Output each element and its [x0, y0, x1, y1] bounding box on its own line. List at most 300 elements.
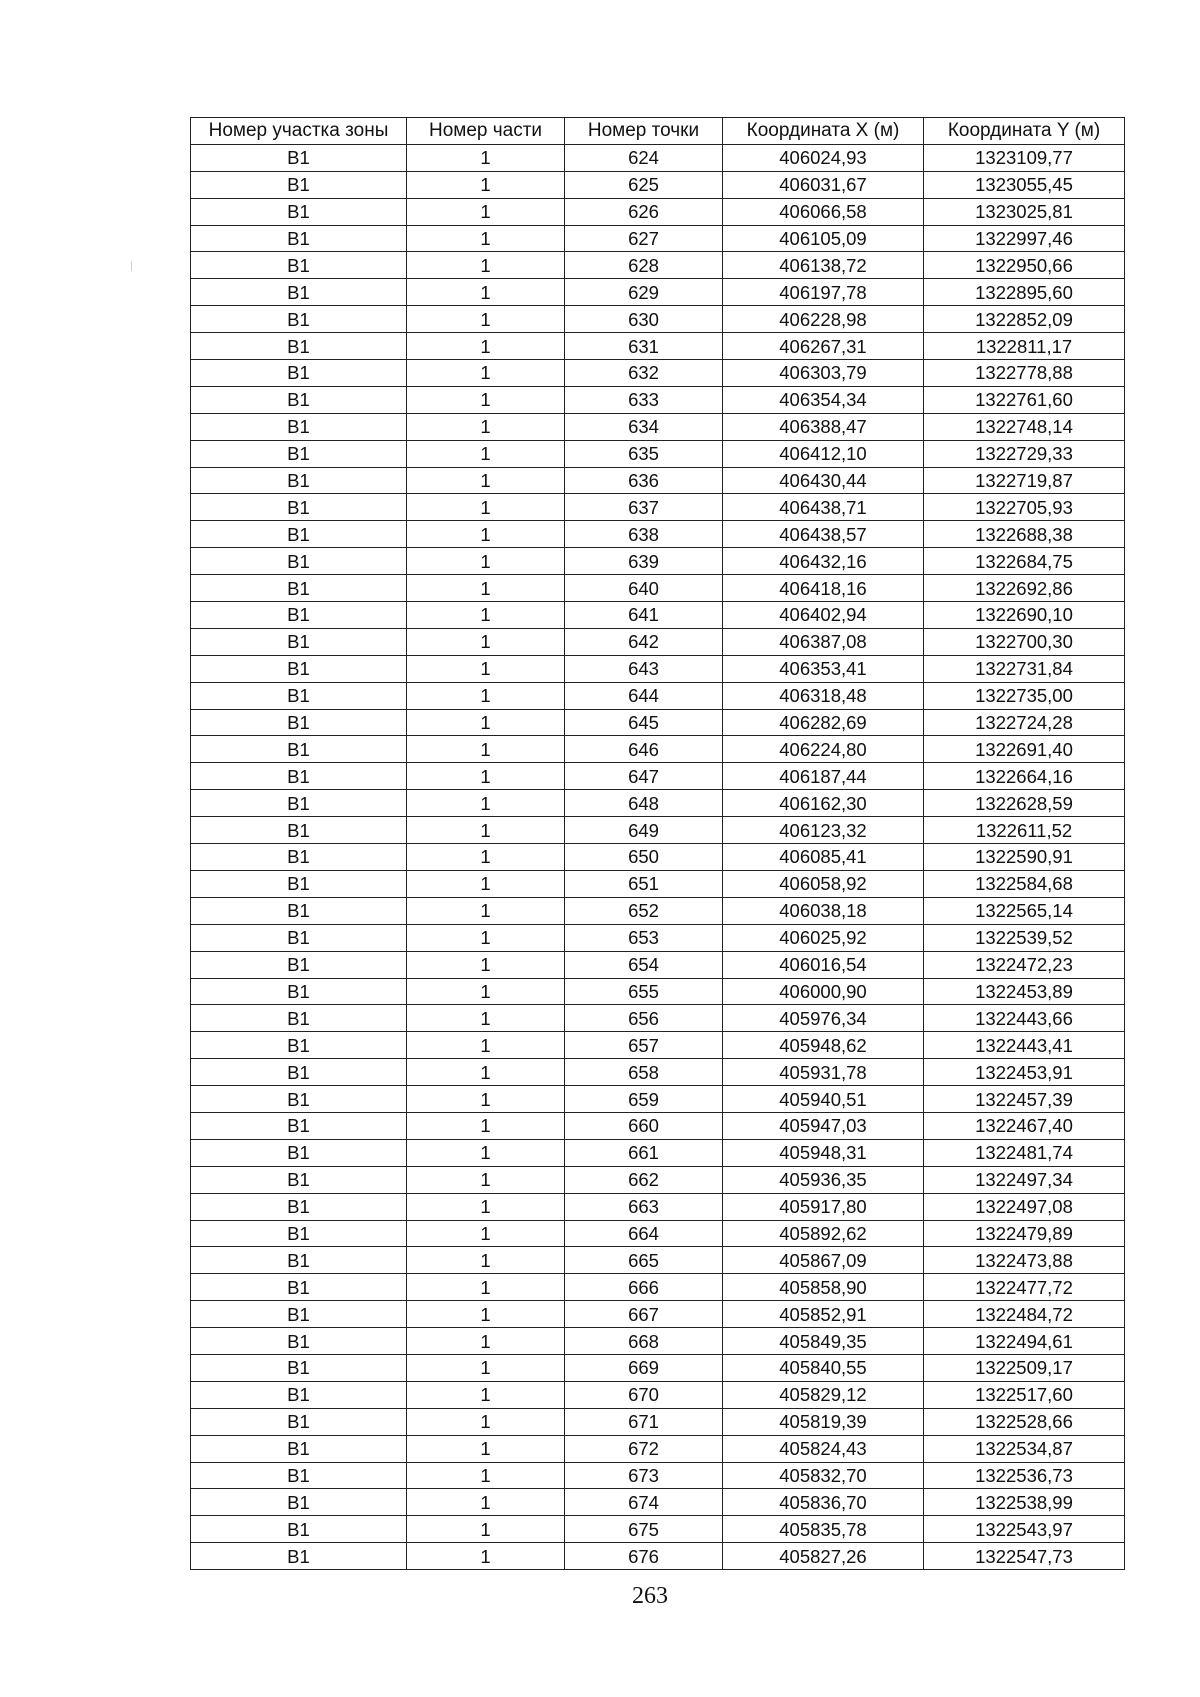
table-row [191, 1408, 1125, 1435]
cell-zone-plot-number: В1 [191, 602, 407, 629]
cell-coordinate-y: 1322528,66 [924, 1408, 1125, 1435]
table-row [191, 1516, 1125, 1543]
cell-part-number: 1 [407, 1516, 565, 1543]
table-row [191, 1220, 1125, 1247]
cell-point-number: 665 [565, 1247, 723, 1274]
table-row [191, 1032, 1125, 1059]
cell-part-number: 1 [407, 709, 565, 736]
table-row [191, 951, 1125, 978]
cell-coordinate-x: 405835,78 [723, 1516, 924, 1543]
cell-part-number: 1 [407, 252, 565, 279]
cell-zone-plot-number: В1 [191, 897, 407, 924]
cell-point-number: 631 [565, 333, 723, 360]
cell-point-number: 646 [565, 736, 723, 763]
cell-coordinate-x: 405892,62 [723, 1220, 924, 1247]
cell-zone-plot-number: В1 [191, 763, 407, 790]
cell-point-number: 668 [565, 1328, 723, 1355]
table-row [191, 1489, 1125, 1516]
table-row [191, 575, 1125, 602]
cell-coordinate-x: 405976,34 [723, 1005, 924, 1032]
cell-coordinate-y: 1322719,87 [924, 467, 1125, 494]
cell-zone-plot-number: В1 [191, 360, 407, 387]
cell-coordinate-y: 1322473,88 [924, 1247, 1125, 1274]
cell-coordinate-y: 1322443,41 [924, 1032, 1125, 1059]
cell-zone-plot-number: В1 [191, 924, 407, 951]
cell-point-number: 662 [565, 1166, 723, 1193]
table-row [191, 1274, 1125, 1301]
cell-zone-plot-number: В1 [191, 870, 407, 897]
cell-coordinate-y: 1323025,81 [924, 198, 1125, 225]
cell-point-number: 649 [565, 817, 723, 844]
cell-coordinate-x: 406353,41 [723, 655, 924, 682]
cell-zone-plot-number: В1 [191, 1354, 407, 1381]
cell-zone-plot-number: В1 [191, 1381, 407, 1408]
table-row [191, 709, 1125, 736]
table-row [191, 1193, 1125, 1220]
cell-zone-plot-number: В1 [191, 1408, 407, 1435]
cell-coordinate-x: 406058,92 [723, 870, 924, 897]
cell-point-number: 632 [565, 360, 723, 387]
cell-coordinate-y: 1322895,60 [924, 279, 1125, 306]
cell-coordinate-y: 1322453,89 [924, 978, 1125, 1005]
cell-part-number: 1 [407, 1086, 565, 1113]
cell-zone-plot-number: В1 [191, 1328, 407, 1355]
cell-zone-plot-number: В1 [191, 1247, 407, 1274]
cell-point-number: 674 [565, 1489, 723, 1516]
cell-coordinate-x: 405832,70 [723, 1462, 924, 1489]
header-coordinate-y: Координата Y (м) [924, 118, 1125, 145]
cell-coordinate-x: 405947,03 [723, 1112, 924, 1139]
cell-coordinate-x: 405836,70 [723, 1489, 924, 1516]
cell-point-number: 676 [565, 1543, 723, 1570]
cell-coordinate-y: 1322547,73 [924, 1543, 1125, 1570]
cell-part-number: 1 [407, 1166, 565, 1193]
cell-zone-plot-number: В1 [191, 1462, 407, 1489]
cell-zone-plot-number: В1 [191, 494, 407, 521]
cell-coordinate-y: 1322611,52 [924, 817, 1125, 844]
cell-zone-plot-number: В1 [191, 1274, 407, 1301]
cell-coordinate-y: 1322628,59 [924, 790, 1125, 817]
cell-coordinate-y: 1322565,14 [924, 897, 1125, 924]
cell-part-number: 1 [407, 602, 565, 629]
table-row [191, 628, 1125, 655]
cell-point-number: 642 [565, 628, 723, 655]
cell-coordinate-y: 1322997,46 [924, 225, 1125, 252]
cell-zone-plot-number: В1 [191, 1086, 407, 1113]
cell-zone-plot-number: В1 [191, 1112, 407, 1139]
cell-part-number: 1 [407, 198, 565, 225]
cell-point-number: 655 [565, 978, 723, 1005]
table-row [191, 521, 1125, 548]
cell-zone-plot-number: В1 [191, 279, 407, 306]
cell-coordinate-y: 1322497,08 [924, 1193, 1125, 1220]
cell-point-number: 628 [565, 252, 723, 279]
cell-coordinate-y: 1322509,17 [924, 1354, 1125, 1381]
cell-point-number: 626 [565, 198, 723, 225]
cell-coordinate-y: 1322684,75 [924, 548, 1125, 575]
table-row [191, 736, 1125, 763]
cell-point-number: 633 [565, 386, 723, 413]
table-row [191, 198, 1125, 225]
cell-coordinate-x: 406224,80 [723, 736, 924, 763]
table-row [191, 413, 1125, 440]
table-row [191, 279, 1125, 306]
cell-point-number: 664 [565, 1220, 723, 1247]
table-row [191, 1139, 1125, 1166]
cell-zone-plot-number: В1 [191, 1032, 407, 1059]
cell-part-number: 1 [407, 1005, 565, 1032]
cell-point-number: 636 [565, 467, 723, 494]
cell-point-number: 659 [565, 1086, 723, 1113]
cell-coordinate-x: 406387,08 [723, 628, 924, 655]
cell-coordinate-x: 406000,90 [723, 978, 924, 1005]
cell-coordinate-y: 1322497,34 [924, 1166, 1125, 1193]
cell-zone-plot-number: В1 [191, 306, 407, 333]
cell-zone-plot-number: В1 [191, 521, 407, 548]
cell-part-number: 1 [407, 682, 565, 709]
cell-zone-plot-number: В1 [191, 682, 407, 709]
cell-coordinate-y: 1322778,88 [924, 360, 1125, 387]
cell-coordinate-y: 1322748,14 [924, 413, 1125, 440]
header-zone-plot-number: Номер участка зоны [191, 118, 407, 145]
cell-part-number: 1 [407, 1301, 565, 1328]
cell-part-number: 1 [407, 924, 565, 951]
cell-zone-plot-number: В1 [191, 817, 407, 844]
table-row [191, 1328, 1125, 1355]
cell-part-number: 1 [407, 1328, 565, 1355]
cell-coordinate-x: 406123,32 [723, 817, 924, 844]
coordinates-table [190, 117, 1125, 1570]
cell-part-number: 1 [407, 144, 565, 171]
cell-zone-plot-number: В1 [191, 655, 407, 682]
cell-coordinate-x: 405858,90 [723, 1274, 924, 1301]
table-row [191, 1112, 1125, 1139]
cell-part-number: 1 [407, 440, 565, 467]
cell-coordinate-y: 1322700,30 [924, 628, 1125, 655]
cell-zone-plot-number: В1 [191, 1220, 407, 1247]
cell-coordinate-x: 406418,16 [723, 575, 924, 602]
cell-point-number: 656 [565, 1005, 723, 1032]
cell-coordinate-x: 406318,48 [723, 682, 924, 709]
cell-coordinate-x: 405849,35 [723, 1328, 924, 1355]
cell-coordinate-y: 1322472,23 [924, 951, 1125, 978]
scan-artifact [131, 261, 132, 271]
coordinates-table-container [190, 117, 1124, 1570]
table-row [191, 1354, 1125, 1381]
cell-zone-plot-number: В1 [191, 628, 407, 655]
cell-part-number: 1 [407, 1112, 565, 1139]
cell-zone-plot-number: В1 [191, 951, 407, 978]
cell-part-number: 1 [407, 1247, 565, 1274]
cell-coordinate-x: 406066,58 [723, 198, 924, 225]
cell-point-number: 669 [565, 1354, 723, 1381]
table-row [191, 1435, 1125, 1462]
cell-part-number: 1 [407, 1139, 565, 1166]
cell-point-number: 624 [565, 144, 723, 171]
cell-zone-plot-number: В1 [191, 467, 407, 494]
cell-coordinate-y: 1322690,10 [924, 602, 1125, 629]
header-coordinate-x: Координата X (м) [723, 118, 924, 145]
cell-point-number: 634 [565, 413, 723, 440]
cell-part-number: 1 [407, 1408, 565, 1435]
cell-coordinate-x: 405827,26 [723, 1543, 924, 1570]
cell-coordinate-x: 405819,39 [723, 1408, 924, 1435]
cell-point-number: 640 [565, 575, 723, 602]
cell-part-number: 1 [407, 1059, 565, 1086]
cell-zone-plot-number: В1 [191, 1193, 407, 1220]
cell-zone-plot-number: В1 [191, 1139, 407, 1166]
cell-point-number: 645 [565, 709, 723, 736]
cell-coordinate-x: 405948,62 [723, 1032, 924, 1059]
cell-zone-plot-number: В1 [191, 440, 407, 467]
cell-coordinate-y: 1322691,40 [924, 736, 1125, 763]
table-row [191, 897, 1125, 924]
cell-coordinate-y: 1322539,52 [924, 924, 1125, 951]
cell-coordinate-x: 406197,78 [723, 279, 924, 306]
cell-coordinate-y: 1323055,45 [924, 171, 1125, 198]
table-row [191, 548, 1125, 575]
cell-zone-plot-number: В1 [191, 1489, 407, 1516]
cell-coordinate-x: 406085,41 [723, 844, 924, 871]
cell-coordinate-x: 405867,09 [723, 1247, 924, 1274]
cell-point-number: 657 [565, 1032, 723, 1059]
cell-coordinate-y: 1322484,72 [924, 1301, 1125, 1328]
cell-coordinate-y: 1322761,60 [924, 386, 1125, 413]
cell-point-number: 637 [565, 494, 723, 521]
cell-part-number: 1 [407, 1274, 565, 1301]
table-row [191, 333, 1125, 360]
cell-zone-plot-number: В1 [191, 790, 407, 817]
cell-zone-plot-number: В1 [191, 1166, 407, 1193]
cell-part-number: 1 [407, 1032, 565, 1059]
table-row [191, 1059, 1125, 1086]
cell-coordinate-x: 405936,35 [723, 1166, 924, 1193]
cell-part-number: 1 [407, 575, 565, 602]
cell-zone-plot-number: В1 [191, 171, 407, 198]
table-row [191, 1247, 1125, 1274]
table-row [191, 790, 1125, 817]
table-row [191, 1301, 1125, 1328]
table-row [191, 494, 1125, 521]
cell-part-number: 1 [407, 467, 565, 494]
cell-zone-plot-number: В1 [191, 413, 407, 440]
table-row [191, 171, 1125, 198]
cell-part-number: 1 [407, 1543, 565, 1570]
cell-point-number: 673 [565, 1462, 723, 1489]
cell-zone-plot-number: В1 [191, 736, 407, 763]
cell-coordinate-y: 1322477,72 [924, 1274, 1125, 1301]
cell-point-number: 625 [565, 171, 723, 198]
cell-coordinate-y: 1322481,74 [924, 1139, 1125, 1166]
cell-coordinate-x: 406303,79 [723, 360, 924, 387]
cell-zone-plot-number: В1 [191, 1516, 407, 1543]
table-row [191, 1166, 1125, 1193]
cell-part-number: 1 [407, 225, 565, 252]
cell-coordinate-x: 406138,72 [723, 252, 924, 279]
cell-coordinate-y: 1322443,66 [924, 1005, 1125, 1032]
cell-coordinate-x: 406187,44 [723, 763, 924, 790]
table-row [191, 306, 1125, 333]
cell-coordinate-y: 1322731,84 [924, 655, 1125, 682]
cell-coordinate-x: 405940,51 [723, 1086, 924, 1113]
cell-point-number: 661 [565, 1139, 723, 1166]
table-header-row [191, 118, 1125, 145]
cell-zone-plot-number: В1 [191, 1543, 407, 1570]
cell-point-number: 644 [565, 682, 723, 709]
cell-coordinate-x: 406031,67 [723, 171, 924, 198]
cell-part-number: 1 [407, 1462, 565, 1489]
table-row [191, 1462, 1125, 1489]
cell-point-number: 629 [565, 279, 723, 306]
cell-coordinate-y: 1322467,40 [924, 1112, 1125, 1139]
cell-zone-plot-number: В1 [191, 386, 407, 413]
cell-coordinate-y: 1322724,28 [924, 709, 1125, 736]
cell-point-number: 671 [565, 1408, 723, 1435]
cell-zone-plot-number: В1 [191, 1059, 407, 1086]
table-row [191, 870, 1125, 897]
cell-coordinate-y: 1322950,66 [924, 252, 1125, 279]
cell-zone-plot-number: В1 [191, 548, 407, 575]
cell-zone-plot-number: В1 [191, 144, 407, 171]
cell-coordinate-x: 406438,57 [723, 521, 924, 548]
cell-part-number: 1 [407, 413, 565, 440]
cell-part-number: 1 [407, 817, 565, 844]
cell-coordinate-y: 1322479,89 [924, 1220, 1125, 1247]
cell-part-number: 1 [407, 790, 565, 817]
table-row [191, 1086, 1125, 1113]
cell-part-number: 1 [407, 548, 565, 575]
cell-point-number: 670 [565, 1381, 723, 1408]
table-row [191, 225, 1125, 252]
cell-point-number: 654 [565, 951, 723, 978]
cell-zone-plot-number: В1 [191, 333, 407, 360]
cell-coordinate-y: 1322453,91 [924, 1059, 1125, 1086]
cell-point-number: 651 [565, 870, 723, 897]
cell-coordinate-y: 1322692,86 [924, 575, 1125, 602]
cell-coordinate-x: 406038,18 [723, 897, 924, 924]
cell-part-number: 1 [407, 978, 565, 1005]
cell-point-number: 652 [565, 897, 723, 924]
cell-coordinate-y: 1323109,77 [924, 144, 1125, 171]
table-row [191, 924, 1125, 951]
table-row [191, 763, 1125, 790]
cell-coordinate-x: 406388,47 [723, 413, 924, 440]
cell-zone-plot-number: В1 [191, 844, 407, 871]
cell-coordinate-x: 406438,71 [723, 494, 924, 521]
cell-part-number: 1 [407, 1220, 565, 1247]
cell-part-number: 1 [407, 386, 565, 413]
cell-part-number: 1 [407, 655, 565, 682]
cell-point-number: 650 [565, 844, 723, 871]
cell-coordinate-y: 1322536,73 [924, 1462, 1125, 1489]
cell-zone-plot-number: В1 [191, 225, 407, 252]
cell-zone-plot-number: В1 [191, 252, 407, 279]
cell-point-number: 663 [565, 1193, 723, 1220]
cell-zone-plot-number: В1 [191, 575, 407, 602]
table-row [191, 682, 1125, 709]
cell-coordinate-y: 1322735,00 [924, 682, 1125, 709]
header-point-number: Номер точки [565, 118, 723, 145]
cell-zone-plot-number: В1 [191, 709, 407, 736]
cell-point-number: 647 [565, 763, 723, 790]
cell-coordinate-x: 406402,94 [723, 602, 924, 629]
table-row [191, 844, 1125, 871]
table-row [191, 1005, 1125, 1032]
cell-point-number: 638 [565, 521, 723, 548]
page-number: 263 [632, 1583, 668, 1609]
cell-coordinate-x: 406025,92 [723, 924, 924, 951]
cell-part-number: 1 [407, 360, 565, 387]
table-row [191, 467, 1125, 494]
cell-part-number: 1 [407, 1381, 565, 1408]
cell-point-number: 658 [565, 1059, 723, 1086]
table-row [191, 602, 1125, 629]
cell-coordinate-x: 406105,09 [723, 225, 924, 252]
cell-part-number: 1 [407, 870, 565, 897]
cell-zone-plot-number: В1 [191, 1301, 407, 1328]
cell-coordinate-y: 1322664,16 [924, 763, 1125, 790]
cell-point-number: 643 [565, 655, 723, 682]
cell-coordinate-y: 1322534,87 [924, 1435, 1125, 1462]
cell-coordinate-y: 1322705,93 [924, 494, 1125, 521]
cell-point-number: 666 [565, 1274, 723, 1301]
cell-part-number: 1 [407, 333, 565, 360]
cell-coordinate-x: 405948,31 [723, 1139, 924, 1166]
cell-part-number: 1 [407, 279, 565, 306]
cell-coordinate-x: 405931,78 [723, 1059, 924, 1086]
cell-coordinate-x: 406228,98 [723, 306, 924, 333]
cell-coordinate-y: 1322538,99 [924, 1489, 1125, 1516]
cell-point-number: 627 [565, 225, 723, 252]
cell-coordinate-y: 1322457,39 [924, 1086, 1125, 1113]
cell-part-number: 1 [407, 1489, 565, 1516]
cell-coordinate-x: 405829,12 [723, 1381, 924, 1408]
cell-coordinate-y: 1322584,68 [924, 870, 1125, 897]
cell-part-number: 1 [407, 897, 565, 924]
cell-part-number: 1 [407, 521, 565, 548]
table-row [191, 144, 1125, 171]
cell-coordinate-x: 405917,80 [723, 1193, 924, 1220]
cell-zone-plot-number: В1 [191, 198, 407, 225]
cell-point-number: 648 [565, 790, 723, 817]
table-row [191, 817, 1125, 844]
cell-point-number: 667 [565, 1301, 723, 1328]
cell-point-number: 660 [565, 1112, 723, 1139]
cell-coordinate-y: 1322517,60 [924, 1381, 1125, 1408]
cell-part-number: 1 [407, 171, 565, 198]
cell-coordinate-x: 406016,54 [723, 951, 924, 978]
cell-part-number: 1 [407, 951, 565, 978]
table-row [191, 440, 1125, 467]
cell-zone-plot-number: В1 [191, 978, 407, 1005]
table-row [191, 386, 1125, 413]
cell-part-number: 1 [407, 763, 565, 790]
cell-coordinate-x: 406432,16 [723, 548, 924, 575]
cell-coordinate-x: 406354,34 [723, 386, 924, 413]
table-body [191, 144, 1125, 1569]
cell-point-number: 641 [565, 602, 723, 629]
cell-part-number: 1 [407, 1354, 565, 1381]
cell-coordinate-x: 405852,91 [723, 1301, 924, 1328]
cell-zone-plot-number: В1 [191, 1005, 407, 1032]
cell-point-number: 672 [565, 1435, 723, 1462]
table-row [191, 1543, 1125, 1570]
cell-zone-plot-number: В1 [191, 1435, 407, 1462]
cell-coordinate-y: 1322494,61 [924, 1328, 1125, 1355]
cell-coordinate-x: 406412,10 [723, 440, 924, 467]
cell-coordinate-y: 1322729,33 [924, 440, 1125, 467]
cell-coordinate-x: 406024,93 [723, 144, 924, 171]
